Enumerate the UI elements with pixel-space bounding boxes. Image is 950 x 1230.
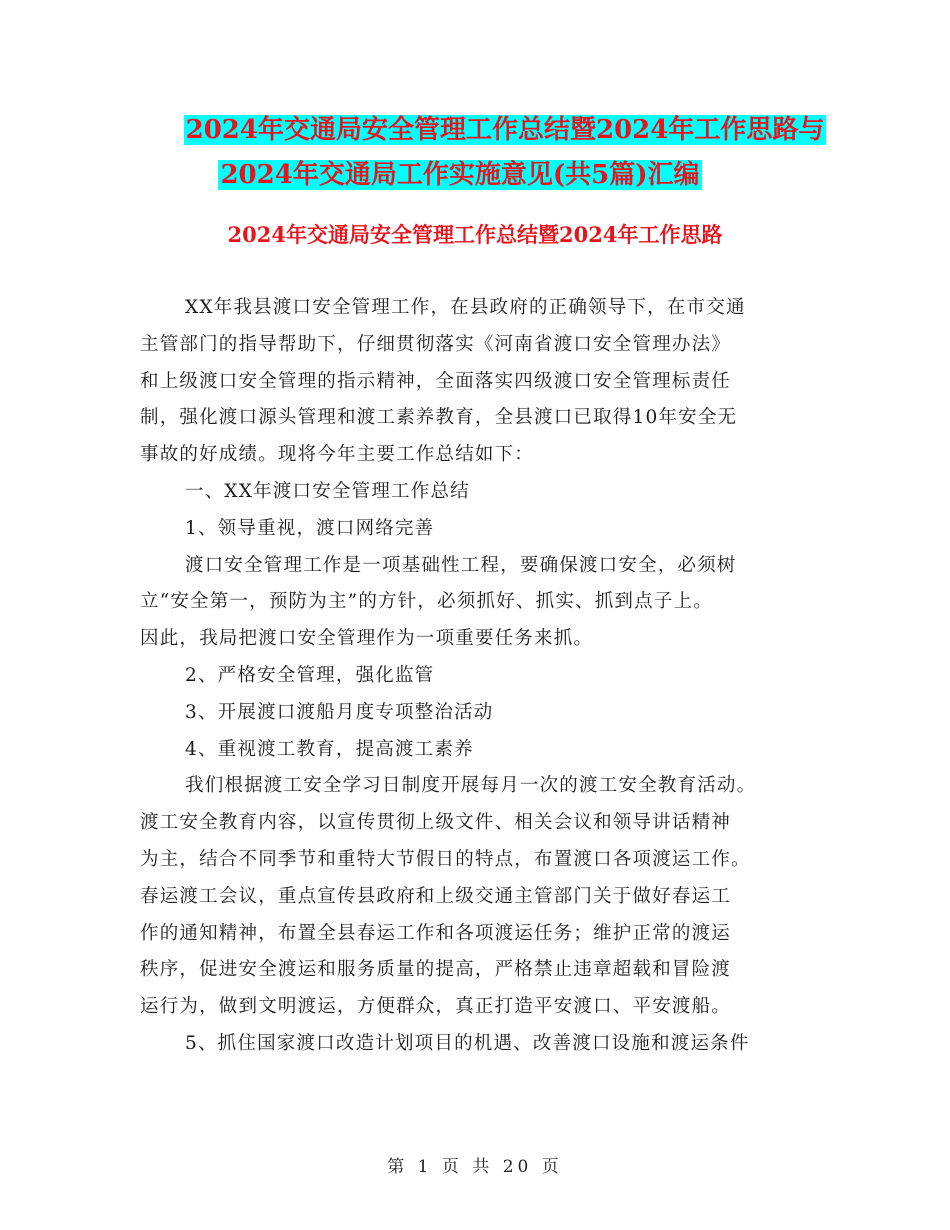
- body-line: 制，强化渡口源头管理和渡工素养教育，全县渡口已取得10年安全无: [140, 407, 738, 429]
- body-line: 秩序，促进安全渡运和服务质量的提高，严格禁止违章超载和冒险渡: [140, 959, 732, 981]
- body-line: 2、严格安全管理，强化监管: [185, 664, 435, 686]
- body-line: 渡工安全教育内容，以宣传贯彻上级文件、相关会议和领导讲话精神: [140, 812, 732, 834]
- body-line: 渡口安全管理工作是一项基础性工程，要确保渡口安全，必须树: [185, 554, 737, 576]
- body-line: 3、开展渡口渡船月度专项整治活动: [185, 701, 494, 723]
- body-line: XX年我县渡口安全管理工作，在县政府的正确领导下，在市交通: [185, 297, 746, 318]
- document-title-line-2: [0, 155, 920, 195]
- body-line: 和上级渡口安全管理的指示精神，全面落实四级渡口安全管理标责任: [140, 370, 732, 392]
- body-line: 1、领导重视，渡口网络完善: [185, 517, 435, 539]
- body-line: 我们根据渡工安全学习日制度开展每月一次的渡工安全教育活动。: [185, 775, 757, 797]
- body-line: 立“安全第一，预防为主”的方针，必须抓好、抓实、抓到点子上。: [140, 591, 713, 613]
- body-line: 事故的好成绩。现将今年主要工作总结如下：: [140, 444, 535, 466]
- body-line: 为主，结合不同季节和重特大节假日的特点，布置渡口各项渡运工作。: [140, 848, 751, 870]
- body-line: 主管部门的指导帮助下，仔细贯彻落实《河南省渡口安全管理办法》: [140, 333, 732, 355]
- document-title-line-1: [30, 110, 950, 150]
- page-footer: 第 1 页 共 20 页: [387, 1157, 563, 1177]
- body-line: 春运渡工会议，重点宣传县政府和上级交通主管部门关于做好春运工: [140, 885, 732, 907]
- body-line: 4、重视渡工教育，提高渡工素养: [185, 738, 474, 760]
- title-highlight: 2024年交通局安全管理工作总结暨2024年工作思路与: [185, 115, 825, 145]
- body-line: 因此，我局把渡口安全管理作为一项重要任务来抓。: [140, 628, 594, 650]
- title-highlight: 2024年交通局工作实施意见(共5篇)汇编: [220, 160, 700, 190]
- body-line: 运行为，做到文明渡运，方便群众，真正打造平安渡口、平安渡船。: [140, 996, 732, 1018]
- document-body: [140, 290, 810, 1063]
- body-line: 5、抓住国家渡口改造计划项目的机遇、改善渡口设施和渡运条件: [185, 1032, 750, 1054]
- section-title: 2024年交通局安全管理工作总结暨2024年工作思路: [227, 222, 723, 247]
- body-line: 一、XX年渡口安全管理工作总结: [185, 480, 470, 502]
- body-line: 作的通知精神，布置全县春运工作和各项渡运任务；维护正常的渡运: [140, 922, 732, 944]
